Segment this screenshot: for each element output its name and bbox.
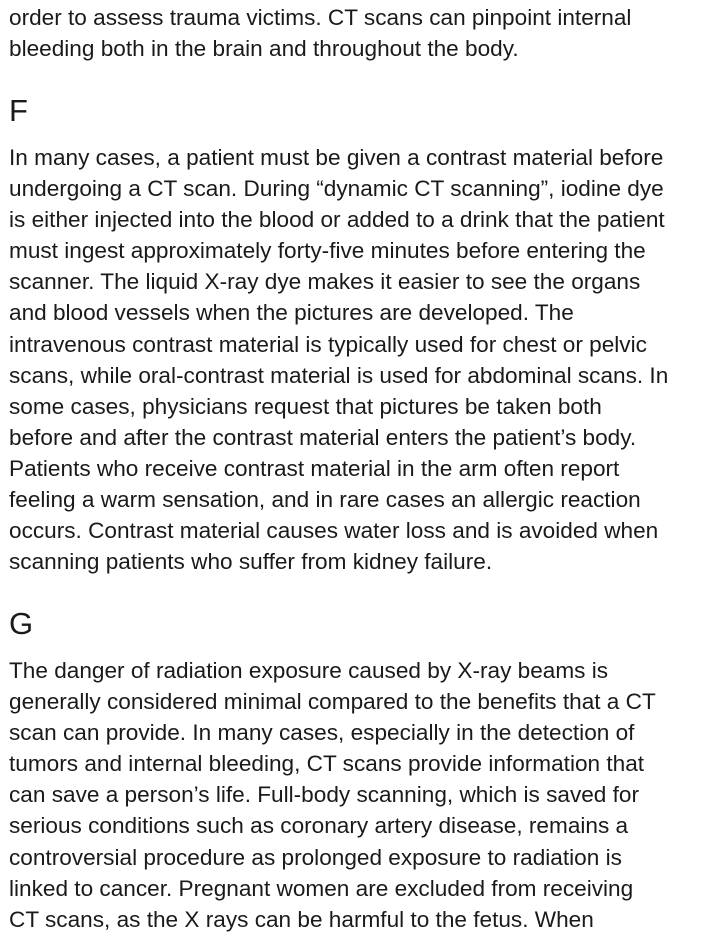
paragraph-line: order to assess trauma victims. CT scans can pinpoint internal bbox=[9, 5, 632, 30]
paragraph-line: scan can provide. In many cases, especially in the detection of bbox=[9, 720, 635, 746]
paragraph-line: generally considered minimal compared to the benefits that a CT bbox=[9, 689, 656, 715]
paragraph-line: occurs. Contrast material causes water loss and is avoided when bbox=[9, 518, 659, 544]
paragraph-line: some cases, physicians request that pictures be taken both bbox=[9, 393, 602, 419]
paragraph-line: scans, while oral-contrast material is used for abdominal scans. In bbox=[9, 362, 669, 388]
paragraph-line: bleeding both in the brain and throughout the body. bbox=[9, 36, 519, 62]
section-g-paragraph bbox=[9, 655, 656, 935]
paragraph-line: can save a person’s life. Full-body scanning, which is saved for bbox=[9, 782, 640, 808]
paragraph-line: must ingest approximately forty-five minutes before entering the bbox=[9, 238, 646, 264]
section-f-paragraph bbox=[9, 142, 668, 577]
paragraph-line: In many cases, a patient must be given a contrast material before bbox=[9, 145, 664, 170]
section-heading-f: F bbox=[9, 93, 28, 128]
paragraph-line: and blood vessels when the pictures are developed. The bbox=[9, 300, 574, 326]
paragraph-line: undergoing a CT scan. During “dynamic CT scanning”, iodine dye bbox=[9, 176, 664, 202]
intro-paragraph bbox=[9, 2, 631, 64]
paragraph-line: scanner. The liquid X-ray dye makes it easier to see the organs bbox=[9, 269, 641, 295]
paragraph-line: tumors and internal bleeding, CT scans provide information that bbox=[9, 751, 645, 777]
paragraph-line: serious conditions such as coronary artery disease, remains a bbox=[9, 813, 629, 839]
paragraph-line: scanning patients who suffer from kidney failure. bbox=[9, 549, 493, 575]
paragraph-line: Patients who receive contrast material in the arm often report bbox=[9, 455, 620, 481]
paragraph-line: The danger of radiation exposure caused by X-ray beams is bbox=[9, 658, 609, 683]
paragraph-line: linked to cancer. Pregnant women are excluded from receiving bbox=[9, 875, 634, 901]
paragraph-line: feeling a warm sensation, and in rare cases an allergic reaction bbox=[9, 487, 641, 513]
paragraph-line: before and after the contrast material enters the patient’s body. bbox=[9, 424, 637, 450]
paragraph-line: CT scans, as the X rays can be harmful to the fetus. When bbox=[9, 906, 594, 932]
paragraph-line: is either injected into the blood or added to a drink that the patient bbox=[9, 207, 665, 233]
paragraph-line: intravenous contrast material is typically used for chest or pelvic bbox=[9, 331, 647, 357]
paragraph-line: controversial procedure as prolonged exposure to radiation is bbox=[9, 844, 622, 870]
section-heading-g: G bbox=[9, 606, 34, 641]
